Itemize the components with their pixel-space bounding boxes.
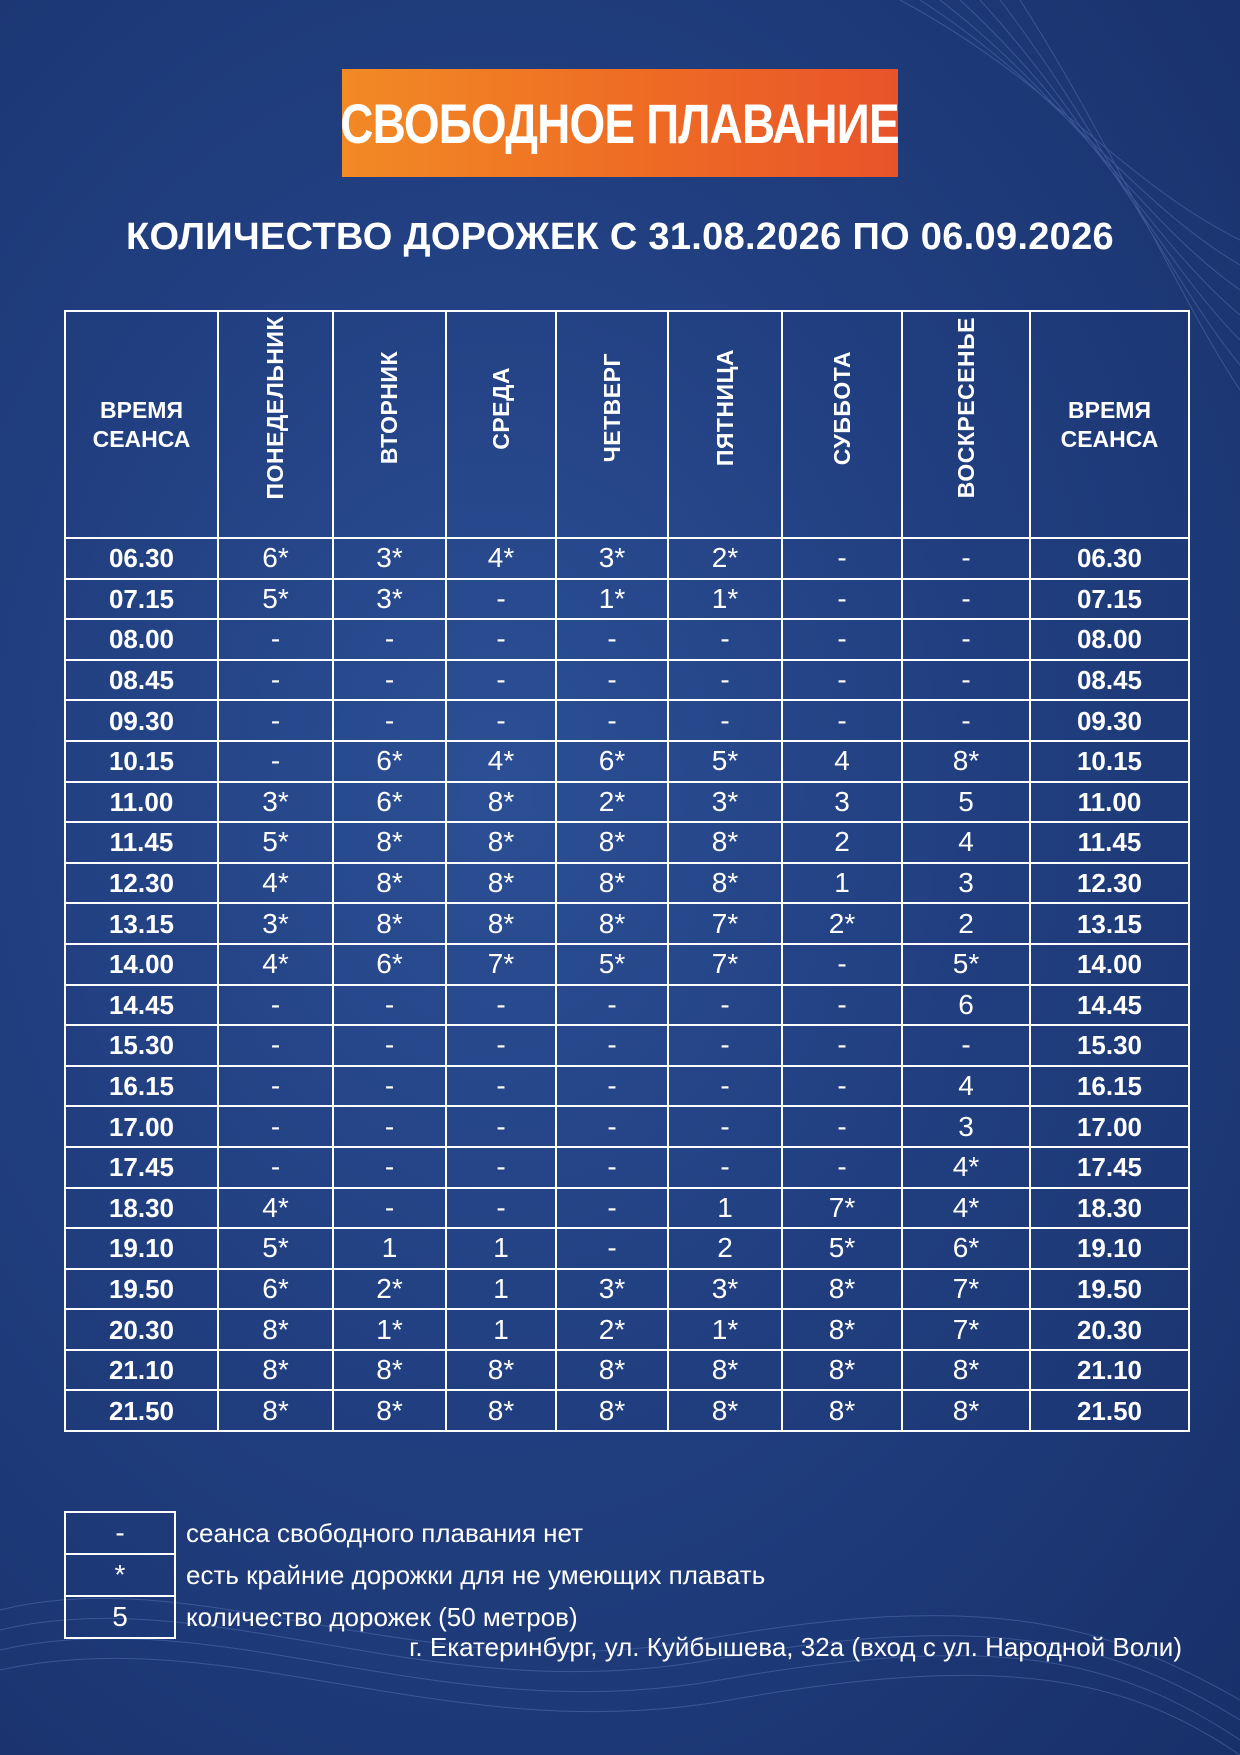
session-time-right: 19.10	[1030, 1228, 1189, 1269]
table-row	[65, 538, 1189, 579]
session-time-left: 19.50	[65, 1269, 218, 1310]
day-label: СУББОТА	[828, 350, 855, 466]
time-header-line: СЕАНСА	[1060, 425, 1159, 452]
session-time-left: 15.30	[65, 1025, 218, 1066]
lane-count-cell: 8*	[218, 1309, 333, 1350]
legend-symbol: *	[65, 1554, 175, 1596]
lane-count-cell: -	[446, 660, 556, 701]
lane-count-cell: -	[668, 985, 782, 1026]
session-time-right: 21.10	[1030, 1350, 1189, 1391]
session-time-left: 11.00	[65, 782, 218, 823]
lane-count-cell: 8*	[446, 863, 556, 904]
day-header-sunday	[902, 311, 1030, 538]
session-time-left: 09.30	[65, 700, 218, 741]
day-label: СРЕДА	[487, 366, 514, 450]
lane-count-cell: 7*	[668, 944, 782, 985]
day-label: ПОНЕДЕЛЬНИК	[262, 316, 288, 500]
legend-text: сеанса свободного плавания нет	[186, 1517, 584, 1548]
lane-count-cell: -	[668, 619, 782, 660]
lane-count-cell: 8*	[446, 1350, 556, 1391]
lane-count-cell: -	[446, 619, 556, 660]
lane-count-cell: 4*	[446, 741, 556, 782]
lane-count-cell: 8*	[556, 1390, 668, 1431]
lane-count-cell: 7*	[902, 1269, 1030, 1310]
lane-count-cell: -	[218, 619, 333, 660]
legend-text: количество дорожек (50 метров)	[186, 1601, 578, 1632]
lane-count-cell: 4*	[218, 944, 333, 985]
lane-count-cell: 2*	[556, 782, 668, 823]
session-time-right: 06.30	[1030, 538, 1189, 579]
session-time-right: 11.00	[1030, 782, 1189, 823]
lane-count-cell: 6*	[218, 1269, 333, 1310]
day-header-friday	[668, 311, 782, 538]
schedule-table	[64, 310, 1190, 1432]
lane-count-cell: -	[446, 1106, 556, 1147]
time-header-right	[1030, 311, 1189, 538]
session-time-left: 20.30	[65, 1309, 218, 1350]
lane-count-cell: 3	[902, 863, 1030, 904]
table-row	[65, 1390, 1189, 1431]
lane-count-cell: -	[556, 1228, 668, 1269]
session-time-right: 07.15	[1030, 579, 1189, 620]
lane-count-cell: 1	[446, 1309, 556, 1350]
session-time-right: 17.00	[1030, 1106, 1189, 1147]
lane-count-cell: 8*	[668, 1390, 782, 1431]
table-row	[65, 660, 1189, 701]
day-header-saturday	[782, 311, 902, 538]
lane-count-cell: 4*	[446, 538, 556, 579]
lane-count-cell: 8*	[446, 1390, 556, 1431]
lane-count-cell: -	[218, 1025, 333, 1066]
lane-count-cell: 5*	[902, 944, 1030, 985]
table-row	[65, 903, 1189, 944]
legend-symbol: 5	[65, 1596, 175, 1638]
lane-count-cell: 4*	[902, 1188, 1030, 1229]
lane-count-cell: 2	[902, 903, 1030, 944]
lane-count-cell: 8*	[782, 1350, 902, 1391]
lane-count-cell: -	[446, 985, 556, 1026]
table-row	[65, 1147, 1189, 1188]
table-row	[65, 579, 1189, 620]
lane-count-cell: -	[333, 1106, 446, 1147]
session-time-left: 14.00	[65, 944, 218, 985]
session-time-right: 16.15	[1030, 1066, 1189, 1107]
lane-count-cell: -	[668, 700, 782, 741]
lane-count-cell: -	[333, 619, 446, 660]
lane-count-cell: -	[782, 1066, 902, 1107]
lane-count-cell: 8*	[333, 822, 446, 863]
lane-count-cell: 8*	[902, 741, 1030, 782]
lane-count-cell: 4	[902, 822, 1030, 863]
lane-count-cell: 8*	[333, 903, 446, 944]
lane-count-cell: 6*	[902, 1228, 1030, 1269]
address: г. Екатеринбург, ул. Куйбышева, 32а (вход с ул. Народной Воли)	[409, 1632, 1182, 1662]
day-label: ЧЕТВЕРГ	[598, 353, 625, 463]
day-label: ВОСКРЕСЕНЬЕ	[952, 317, 979, 499]
lane-count-cell: 3*	[668, 782, 782, 823]
lane-count-cell: 3	[902, 1106, 1030, 1147]
lane-count-cell: -	[668, 1025, 782, 1066]
table-row	[65, 1188, 1189, 1229]
lane-count-cell: 8*	[446, 782, 556, 823]
lane-count-cell: 8*	[218, 1390, 333, 1431]
lane-count-cell: 2	[782, 822, 902, 863]
lane-count-cell: -	[218, 985, 333, 1026]
lane-count-cell: 6*	[333, 782, 446, 823]
lane-count-cell: -	[782, 944, 902, 985]
table-row	[65, 619, 1189, 660]
lane-count-cell: 3*	[556, 538, 668, 579]
lane-count-cell: 5*	[218, 1228, 333, 1269]
lane-count-cell: 1*	[668, 1309, 782, 1350]
lane-count-cell: 8*	[556, 822, 668, 863]
session-time-left: 10.15	[65, 741, 218, 782]
lane-count-cell: -	[556, 985, 668, 1026]
lane-count-cell: 6*	[556, 741, 668, 782]
lane-count-cell: 2*	[668, 538, 782, 579]
session-time-right: 08.00	[1030, 619, 1189, 660]
lane-count-cell: -	[782, 1025, 902, 1066]
lane-count-cell: 1*	[333, 1309, 446, 1350]
session-time-left: 08.45	[65, 660, 218, 701]
lane-count-cell: 8*	[782, 1269, 902, 1310]
session-time-right: 11.45	[1030, 822, 1189, 863]
lane-count-cell: 8*	[668, 822, 782, 863]
day-header-tuesday	[333, 311, 446, 538]
table-row	[65, 1106, 1189, 1147]
table-row	[65, 1228, 1189, 1269]
lane-count-cell: -	[782, 660, 902, 701]
lane-count-cell: -	[782, 1106, 902, 1147]
session-time-left: 11.45	[65, 822, 218, 863]
lane-count-cell: -	[218, 1066, 333, 1107]
lane-count-cell: 4	[782, 741, 902, 782]
lane-count-cell: 8*	[446, 903, 556, 944]
lane-count-cell: -	[333, 1066, 446, 1107]
lane-count-cell: -	[446, 1147, 556, 1188]
lane-count-cell: 3*	[218, 903, 333, 944]
session-time-left: 19.10	[65, 1228, 218, 1269]
lane-count-cell: 8*	[902, 1350, 1030, 1391]
lane-count-cell: 2*	[782, 903, 902, 944]
lane-count-cell: 5*	[556, 944, 668, 985]
lane-count-cell: 4*	[902, 1147, 1030, 1188]
lane-count-cell: 5*	[218, 822, 333, 863]
lane-count-cell: 1	[668, 1188, 782, 1229]
lane-count-cell: 8*	[218, 1350, 333, 1391]
lane-count-cell: -	[218, 700, 333, 741]
schedule-body	[65, 538, 1189, 1431]
lane-count-cell: 8*	[782, 1390, 902, 1431]
table-row	[65, 1309, 1189, 1350]
lane-count-cell: 3*	[556, 1269, 668, 1310]
time-header-line: ВРЕМЯ	[1068, 396, 1151, 423]
lane-count-cell: 8*	[333, 1390, 446, 1431]
session-time-right: 21.50	[1030, 1390, 1189, 1431]
lane-count-cell: 5*	[668, 741, 782, 782]
session-time-left: 18.30	[65, 1188, 218, 1229]
lane-count-cell: -	[556, 1147, 668, 1188]
time-header-line: СЕАНСА	[92, 425, 191, 452]
lane-count-cell: -	[902, 660, 1030, 701]
lane-count-cell: -	[668, 1066, 782, 1107]
lane-count-cell: 1	[446, 1228, 556, 1269]
time-header-left	[65, 311, 218, 538]
legend-text: есть крайние дорожки для не умеющих плавать	[186, 1559, 766, 1590]
lane-count-cell: -	[668, 1106, 782, 1147]
lane-count-cell: -	[902, 538, 1030, 579]
table-row	[65, 1066, 1189, 1107]
session-time-right: 09.30	[1030, 700, 1189, 741]
lane-count-cell: 4*	[218, 863, 333, 904]
title-banner	[342, 69, 898, 177]
lane-count-cell: 7*	[668, 903, 782, 944]
lane-count-cell: 7*	[446, 944, 556, 985]
session-time-left: 07.15	[65, 579, 218, 620]
table-row	[65, 863, 1189, 904]
lane-count-cell: 7*	[782, 1188, 902, 1229]
lane-count-cell: -	[556, 1025, 668, 1066]
lane-count-cell: -	[782, 985, 902, 1026]
session-time-left: 21.10	[65, 1350, 218, 1391]
session-time-right: 12.30	[1030, 863, 1189, 904]
session-time-left: 08.00	[65, 619, 218, 660]
session-time-right: 13.15	[1030, 903, 1189, 944]
session-time-left: 06.30	[65, 538, 218, 579]
time-header-line: ВРЕМЯ	[100, 396, 183, 423]
lane-count-cell: -	[902, 1025, 1030, 1066]
lane-count-cell: -	[333, 1147, 446, 1188]
lane-count-cell: 8*	[556, 863, 668, 904]
lane-count-cell: 1	[333, 1228, 446, 1269]
lane-count-cell: 8*	[556, 1350, 668, 1391]
session-time-right: 19.50	[1030, 1269, 1189, 1310]
day-header-thursday	[556, 311, 668, 538]
table-row	[65, 1350, 1189, 1391]
lane-count-cell: -	[782, 619, 902, 660]
lane-count-cell: -	[782, 579, 902, 620]
lane-count-cell: 6*	[218, 538, 333, 579]
header-row	[65, 311, 1189, 538]
session-time-right: 17.45	[1030, 1147, 1189, 1188]
lane-count-cell: 3	[782, 782, 902, 823]
session-time-right: 14.45	[1030, 985, 1189, 1026]
lane-count-cell: 3*	[333, 538, 446, 579]
lane-count-cell: 8*	[556, 903, 668, 944]
lane-count-cell: -	[218, 660, 333, 701]
day-label: ПЯТНИЦА	[711, 349, 738, 467]
session-time-left: 17.00	[65, 1106, 218, 1147]
lane-count-cell: 8*	[668, 863, 782, 904]
session-time-left: 16.15	[65, 1066, 218, 1107]
session-time-left: 12.30	[65, 863, 218, 904]
lane-count-cell: -	[556, 619, 668, 660]
session-time-left: 21.50	[65, 1390, 218, 1431]
lane-count-cell: 5*	[218, 579, 333, 620]
banner-title: СВОБОДНОЕ ПЛАВАНИЕ	[340, 91, 900, 155]
lane-count-cell: -	[446, 1188, 556, 1229]
session-time-left: 17.45	[65, 1147, 218, 1188]
lane-count-cell: 5*	[782, 1228, 902, 1269]
legend-symbol: -	[65, 1512, 175, 1554]
lane-count-cell: 3*	[333, 579, 446, 620]
table-row	[65, 741, 1189, 782]
lane-count-cell: -	[446, 1025, 556, 1066]
lane-count-cell: -	[446, 579, 556, 620]
lane-count-cell: 6*	[333, 944, 446, 985]
lane-count-cell: 2*	[333, 1269, 446, 1310]
lane-count-cell: 8*	[902, 1390, 1030, 1431]
lane-count-cell: 8*	[668, 1350, 782, 1391]
lane-count-cell: -	[218, 741, 333, 782]
lane-count-cell: -	[556, 1066, 668, 1107]
lane-count-cell: -	[333, 985, 446, 1026]
lane-count-cell: -	[556, 660, 668, 701]
lane-count-cell: -	[902, 700, 1030, 741]
day-label: ВТОРНИК	[376, 351, 402, 465]
lane-count-cell: 4*	[218, 1188, 333, 1229]
lane-count-cell: 3*	[668, 1269, 782, 1310]
table-row	[65, 1025, 1189, 1066]
lane-count-cell: 1	[782, 863, 902, 904]
session-time-right: 10.15	[1030, 741, 1189, 782]
lane-count-cell: 1	[446, 1269, 556, 1310]
page-subtitle: КОЛИЧЕСТВО ДОРОЖЕК С 31.08.2026 ПО 06.09.2026	[126, 216, 1114, 258]
day-header-wednesday	[446, 311, 556, 538]
lane-count-cell: 3*	[218, 782, 333, 823]
lane-count-cell: -	[902, 619, 1030, 660]
lane-count-cell: 1*	[668, 579, 782, 620]
session-time-right: 08.45	[1030, 660, 1189, 701]
lane-count-cell: -	[668, 1147, 782, 1188]
lane-count-cell: 8*	[782, 1309, 902, 1350]
table-row	[65, 782, 1189, 823]
lane-count-cell: -	[556, 1188, 668, 1229]
legend-item	[65, 1512, 766, 1554]
table-row	[65, 944, 1189, 985]
lane-count-cell: -	[218, 1147, 333, 1188]
lane-count-cell: 4	[902, 1066, 1030, 1107]
lane-count-cell: -	[333, 660, 446, 701]
lane-count-cell: 5	[902, 782, 1030, 823]
lane-count-cell: 8*	[446, 822, 556, 863]
table-row	[65, 822, 1189, 863]
day-header-monday	[218, 311, 333, 538]
lane-count-cell: -	[218, 1106, 333, 1147]
session-time-left: 13.15	[65, 903, 218, 944]
session-time-right: 18.30	[1030, 1188, 1189, 1229]
legend-item	[65, 1554, 766, 1596]
session-time-left: 14.45	[65, 985, 218, 1026]
lane-count-cell: -	[782, 1147, 902, 1188]
lane-count-cell: -	[446, 700, 556, 741]
lane-count-cell: 6*	[333, 741, 446, 782]
legend	[64, 1511, 767, 1639]
lane-count-cell: 8*	[333, 863, 446, 904]
lane-count-cell: 7*	[902, 1309, 1030, 1350]
lane-count-cell: 2*	[556, 1309, 668, 1350]
lane-count-cell: -	[902, 579, 1030, 620]
session-time-right: 15.30	[1030, 1025, 1189, 1066]
lane-count-cell: -	[333, 1188, 446, 1229]
table-row	[65, 985, 1189, 1026]
lane-count-cell: -	[333, 1025, 446, 1066]
lane-count-cell: -	[668, 660, 782, 701]
session-time-right: 20.30	[1030, 1309, 1189, 1350]
table-row	[65, 700, 1189, 741]
lane-count-cell: 2	[668, 1228, 782, 1269]
session-time-right: 14.00	[1030, 944, 1189, 985]
lane-count-cell: -	[782, 538, 902, 579]
lane-count-cell: -	[446, 1066, 556, 1107]
lane-count-cell: 6	[902, 985, 1030, 1026]
lane-count-cell: -	[782, 700, 902, 741]
lane-count-cell: 8*	[333, 1350, 446, 1391]
lane-count-cell: 1*	[556, 579, 668, 620]
lane-count-cell: -	[556, 1106, 668, 1147]
lane-count-cell: -	[556, 700, 668, 741]
table-row	[65, 1269, 1189, 1310]
lane-count-cell: -	[333, 700, 446, 741]
